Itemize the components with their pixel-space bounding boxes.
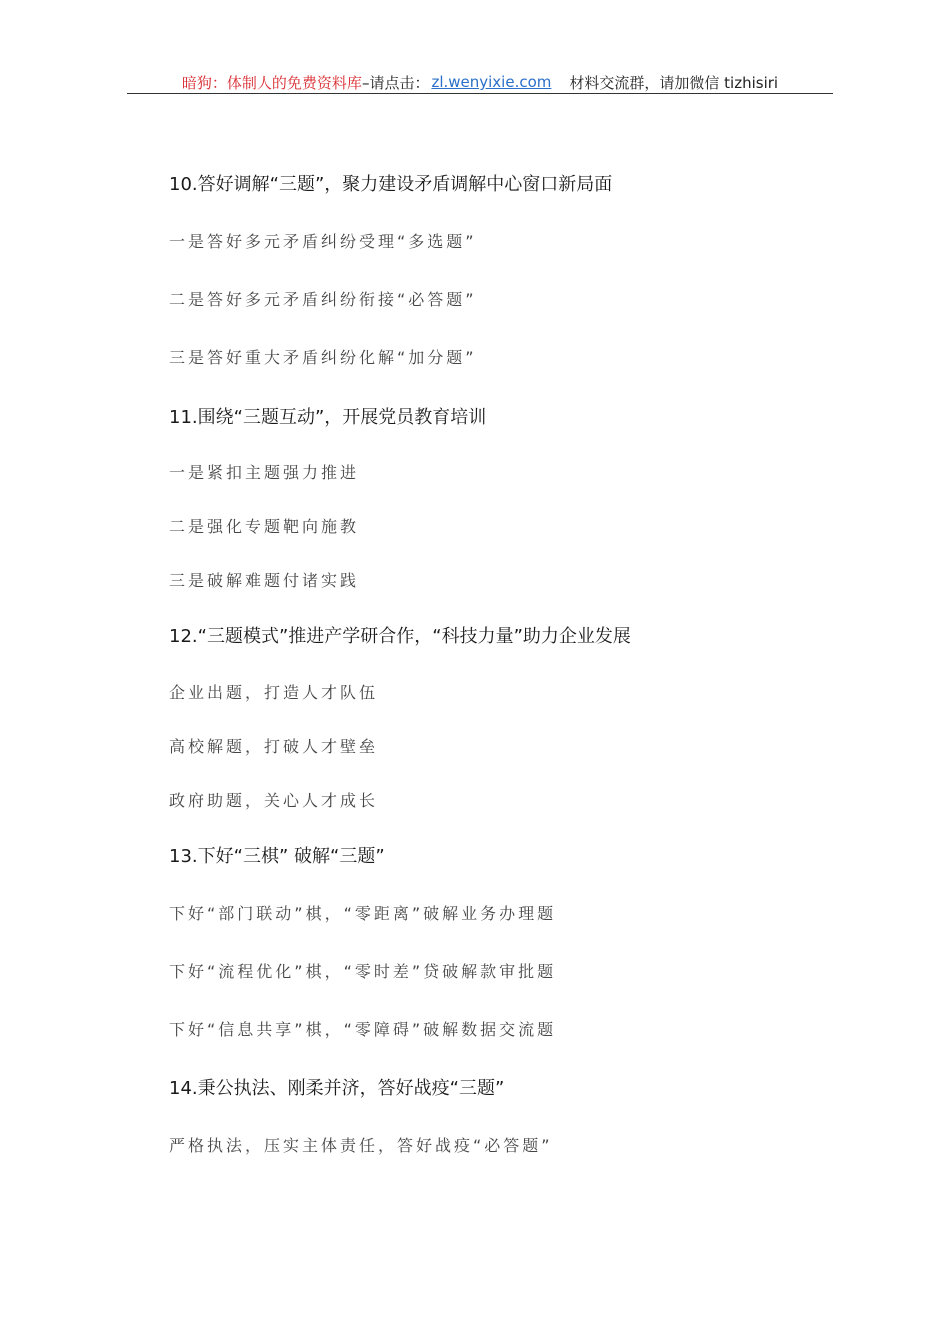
list-item: 三是破解难题付诸实践 — [169, 571, 360, 590]
list-item: 二是强化专题靶向施教 — [169, 517, 360, 536]
list-item: 一是答好多元矛盾纠纷受理“多选题” — [169, 232, 477, 251]
section-heading: 14.秉公执法、刚柔并济，答好战疫“三题” — [169, 1078, 505, 1099]
list-item: 二是答好多元矛盾纠纷衔接“必答题” — [169, 290, 477, 309]
page-header — [127, 70, 833, 94]
header-rule — [127, 93, 833, 94]
list-item: 三是答好重大矛盾纠纷化解“加分题” — [169, 348, 477, 367]
section-heading: 12.“三题模式”推进产学研合作，“科技力量”助力企业发展 — [169, 626, 631, 647]
list-item: 下好“流程优化”棋，“零时差”贷破解款审批题 — [169, 962, 557, 981]
list-item: 政府助题，关心人才成长 — [169, 791, 379, 810]
list-item: 一是紧扣主题强力推进 — [169, 463, 360, 482]
list-item: 企业出题，打造人才队伍 — [169, 683, 379, 702]
list-item: 下好“信息共享”棋，“零障碍”破解数据交流题 — [169, 1020, 557, 1039]
header-brand: 暗狗：体制人的免费资料库 — [181, 73, 362, 92]
header-separator: –请点击： — [361, 73, 430, 92]
header-link[interactable]: zl.wenyixie.com — [431, 73, 552, 91]
section-heading: 13.下好“三棋” 破解“三题” — [169, 846, 385, 867]
header-group-info: 材料交流群，请加微信 tizhisiri — [569, 73, 779, 92]
section-heading: 10.答好调解“三题”，聚力建设矛盾调解中心窗口新局面 — [169, 174, 613, 195]
list-item: 高校解题，打破人才壁垒 — [169, 737, 379, 756]
list-item: 严格执法，压实主体责任，答好战疫“必答题” — [169, 1136, 553, 1155]
section-heading: 11.围绕“三题互动”，开展党员教育培训 — [169, 407, 487, 428]
list-item: 下好“部门联动”棋，“零距离”破解业务办理题 — [169, 904, 557, 923]
